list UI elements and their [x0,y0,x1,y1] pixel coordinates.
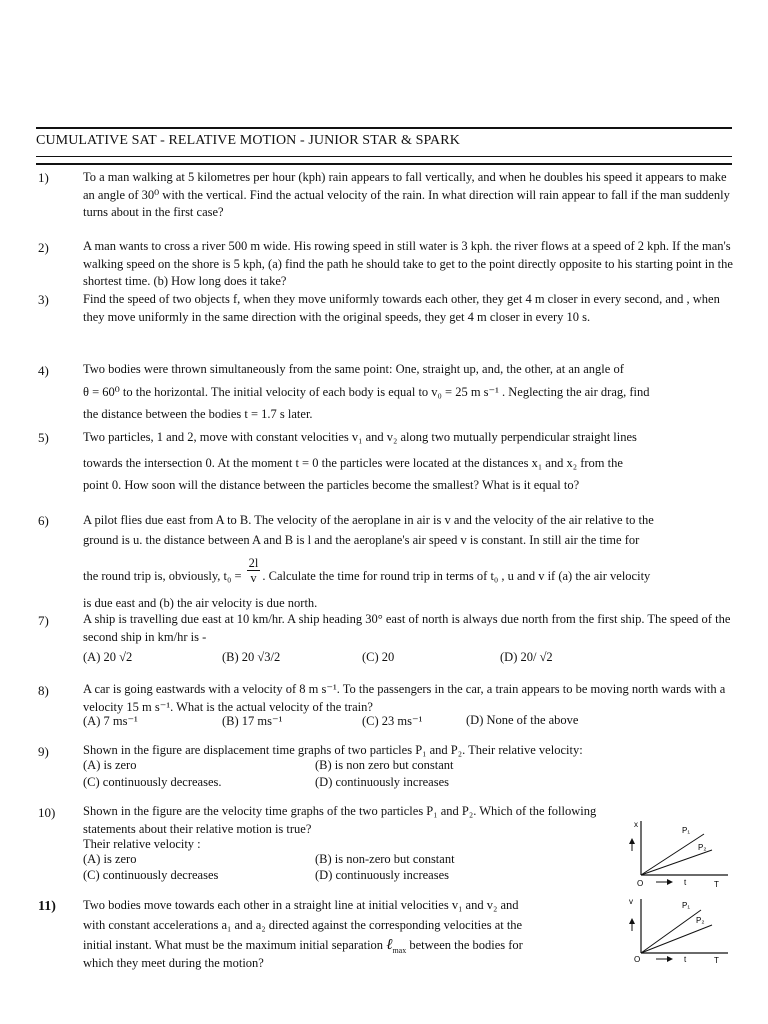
question-number: 9) [38,744,49,759]
question-number: 6) [38,513,49,528]
question-text-line [83,555,733,586]
option-a: (A) 7 ms⁻¹ [83,714,138,728]
question-number: 5) [38,430,49,445]
question-number: 1) [38,170,49,185]
question-text: A car is going eastwards with a velocity of 8 m s⁻¹. To the passengers in the car, a train appears to be moving north wards with a velocity 15 m s⁻¹. What is the actual velocity of the train? [83,682,726,714]
question-subtext: Their relative velocity : [83,837,201,851]
header-top-rule [36,127,732,129]
fraction-numerator: 2l [248,555,259,570]
option-c: (C) 20 [362,650,395,664]
question-text-line: A pilot flies due east from A to B. The velocity of the aeroplane in air is v and the velocity of the air relative to the [83,513,654,527]
displacement-time-graph [628,815,738,890]
graph-x-axis-label: t [684,955,687,964]
option-b: (B) 20 √3/2 [222,650,281,664]
question-text-line: Two bodies move towards each other in a straight line at initial velocities v₁ and v₂ and [83,898,519,912]
graph-origin-label: O [634,955,641,964]
question-text-line: θ = 60⁰ to the horizontal. The initial velocity of each body is equal to v₀ = 25 m s⁻¹ . Neglecting the air drag, find [83,385,650,399]
question-text-fragment: the round trip is, obviously, t₀ = [83,569,245,583]
graph-y-axis-label: v [629,897,633,906]
label-p2: P₂ [696,916,705,925]
label-p1: P₁ [682,901,691,910]
question-text: Shown in the figure are the velocity time graphs of the two particles P₁ and P₂. Which of the following statements about their relative motion is true? [83,804,597,836]
question-number: 11) [38,899,56,914]
graph-y-axis-label: x [634,820,638,829]
option-a: (A) is zero [83,758,137,772]
question-text: Find the speed of two objects f, when they move uniformly towards each other, they get 4 m closer in every second, and , when they move uniformly in the same direction with the original speeds, they get 4 m closer in every 10 s. [83,292,720,324]
question-text-fragment: initial instant. What must be the maximum initial separation [83,938,387,952]
velocity-time-graph [628,893,738,968]
question-number: 2) [38,240,49,255]
option-d: (D) None of the above [466,713,579,727]
question-text-line: ground is u. the distance between A and B is l and the aeroplane's air speed v is constant. In still air the time for [83,533,640,547]
option-c: (C) 23 ms⁻¹ [362,714,423,728]
option-a: (A) 20 √2 [83,650,133,664]
l-max-subscript: max [392,946,407,955]
fraction-denominator: v [250,570,257,585]
option-b: (B) is non-zero but constant [315,852,455,866]
question-text-line: Two particles, 1 and 2, move with constant velocities v₁ and v₂ along two mutually perpendicular straight lines [83,430,637,444]
question-text-line: the distance between the bodies t = 1.7 s later. [83,407,313,421]
question-number: 3) [38,292,49,307]
question-text: Shown in the figure are displacement time graphs of two particles P₁ and P₂. Their relative velocity: [83,743,583,757]
fraction-2l-over-v [247,556,261,585]
question-text-line: is due east and (b) the air velocity is due north. [83,596,318,610]
option-b: (B) 17 ms⁻¹ [222,714,283,728]
option-c: (C) continuously decreases. [83,775,222,789]
option-d: (D) continuously increases [315,775,449,789]
line-p2 [641,850,712,875]
question-text-line: which they meet during the motion? [83,956,264,970]
question-text-line: towards the intersection 0. At the moment t = 0 the particles were located at the distances x₁ and x₂ from the [83,456,623,470]
option-b: (B) is non zero but constant [315,758,454,772]
question-text-line: with constant accelerations a₁ and a₂ directed against the corresponding velocities at the [83,918,523,932]
page-title: CUMULATIVE SAT - RELATIVE MOTION - JUNIOR STAR & SPARK [36,133,460,148]
label-p1: P₁ [682,826,691,835]
question-number: 8) [38,683,49,698]
option-a: (A) is zero [83,852,137,866]
line-p1 [641,910,701,953]
question-number: 7) [38,613,49,628]
line-p2 [641,925,712,953]
option-c: (C) continuously decreases [83,868,219,882]
question-text-fragment: . Calculate the time for round trip in terms of t₀ , u and v if (a) the air velocity [262,569,651,583]
graph-x-axis-label: t [684,878,687,887]
label-p2: P₂ [698,843,707,852]
l-max-symbol [386,937,406,953]
line-p1 [641,834,707,875]
question-text-fragment: between the bodies for [406,938,523,952]
header-bottom-rule [36,163,732,165]
graph-x-end-label: T [714,956,719,965]
l-symbol: ℓ [386,937,393,953]
option-d: (D) 20/ √2 [500,650,553,664]
graph-x-end-label: T [714,880,719,889]
question-text-line: point 0. How soon will the distance between the particles become the smallest? What is it equal to? [83,478,580,492]
graph-origin-label: O [637,879,644,888]
question-text: A man wants to cross a river 500 m wide. His rowing speed in still water is 3 kph. the river flows at a speed of 2 kph. If the man's walking speed on the shore is 5 kph, (a) find the path he should take to get to the point directly opposite to his starting point in the shortest time. (b) How long does it take? [83,239,733,288]
question-text: To a man walking at 5 kilometres per hour (kph) rain appears to fall vertically, and when he doubles his speed it appears to make an angle of 30⁰ with the vertical. Find the actual velocity of the rain. In what direction will rain appear to fall if the man suddenly turns about in the first case? [83,170,730,219]
question-text-line: Two bodies were thrown simultaneously from the same point: One, straight up, and, the other, at an angle of [83,362,624,376]
question-text: A ship is travelling due east at 10 km/hr. A ship heading 30° east of north is always due north from the first ship. The speed of the second ship in km/hr is - [83,612,731,644]
option-d: (D) continuously increases [315,868,449,882]
question-number: 10) [38,805,56,820]
question-number: 4) [38,363,49,378]
header-mid-rule [36,156,732,157]
